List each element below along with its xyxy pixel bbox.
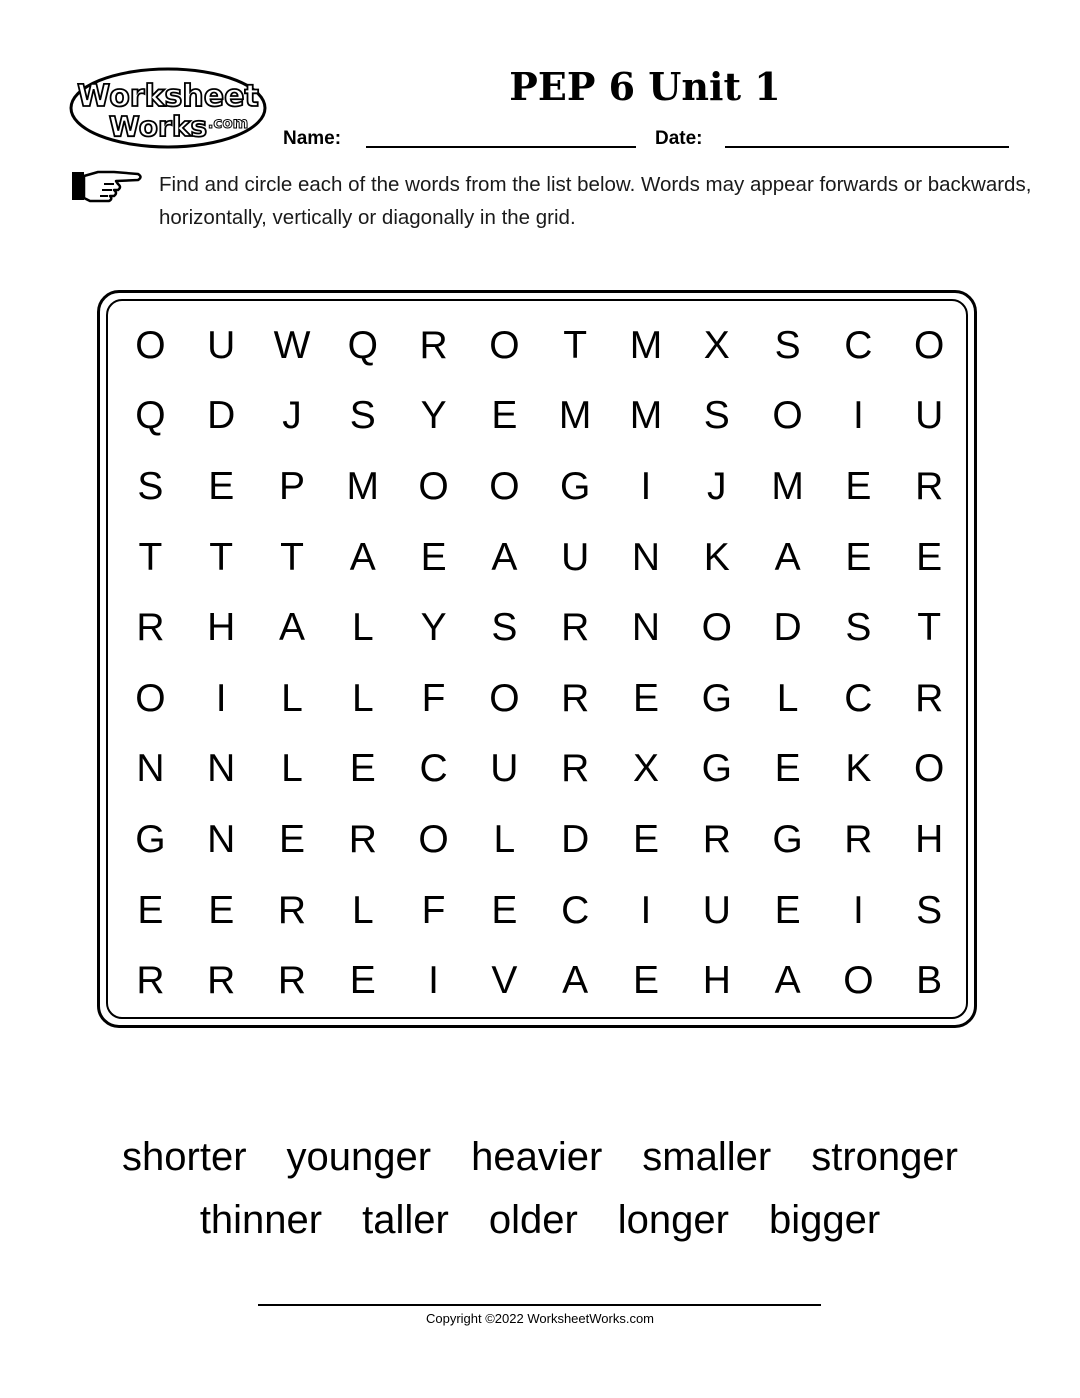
grid-letter[interactable]: A [774,535,801,579]
grid-letter[interactable]: U [702,888,731,932]
grid-letter[interactable]: A [349,535,376,579]
grid-letter[interactable]: L [351,676,374,720]
grid-letter[interactable]: F [421,676,446,720]
grid-letter[interactable]: E [420,535,447,579]
grid-letter[interactable]: E [491,394,518,438]
grid-letter[interactable]: S [845,606,872,650]
grid-letter[interactable]: E [632,676,659,720]
grid-letter[interactable]: R [561,747,590,791]
grid-letter[interactable]: E [137,888,164,932]
grid-letter[interactable]: I [428,959,439,1003]
word-list-item: younger [286,1135,432,1179]
grid-letter[interactable]: G [701,747,732,791]
pointing-hand-icon [70,166,144,204]
grid-letter[interactable]: M [346,464,380,508]
grid-letter[interactable]: D [773,606,802,650]
grid-letter[interactable]: I [640,888,652,932]
grid-letter[interactable]: E [774,747,801,791]
grid-letter[interactable]: A [562,959,589,1003]
grid-letter[interactable]: U [561,535,590,579]
grid-letter[interactable]: R [419,323,448,367]
grid-letter[interactable]: I [215,676,227,720]
grid-letter[interactable]: S [491,606,518,650]
grid-letter[interactable]: R [348,817,377,861]
grid-letter[interactable]: E [208,464,235,508]
grid-letter[interactable]: Y [420,394,447,438]
grid-letter[interactable]: R [915,676,944,720]
grid-letter[interactable]: J [282,394,302,438]
grid-letter[interactable]: R [136,606,165,650]
grid-letter[interactable]: O [913,747,945,791]
grid-letter[interactable]: U [207,323,236,367]
grid-letter[interactable]: R [561,606,590,650]
grid-letter[interactable]: O [913,323,945,367]
grid-letter[interactable]: O [701,606,732,650]
grid-letter[interactable]: O [772,394,803,438]
grid-letter[interactable]: O [135,323,166,367]
grid-letter[interactable]: G [135,817,166,861]
name-label: Name: [283,128,342,149]
grid-letter[interactable]: C [561,888,590,932]
instructions-text: Find and circle each of the words from the list below. Words may appear forwards or backwards, horizontally, vertically or diagonally in the grid. [159,173,1032,229]
grid-letter[interactable]: E [278,817,305,861]
grid-letter[interactable]: N [136,747,165,791]
grid-letter[interactable]: F [421,888,446,932]
grid-letter[interactable]: D [207,394,236,438]
grid-letter[interactable]: S [774,323,801,367]
grid-letter[interactable]: N [631,606,661,650]
grid-letter[interactable]: H [915,817,944,861]
grid-letter[interactable]: X [632,747,659,791]
grid-letter[interactable]: L [281,747,303,791]
word-list-item: bigger [768,1198,881,1242]
grid-letter[interactable]: U [490,747,519,791]
grid-letter[interactable]: R [561,676,590,720]
grid-letter[interactable]: Q [347,323,378,367]
grid-letter[interactable]: W [273,323,311,367]
grid-letter[interactable]: K [845,747,872,791]
grid-letter[interactable]: R [277,959,307,1003]
grid-letter[interactable]: G [701,676,732,720]
grid-letter[interactable]: S [703,394,730,438]
grid-letter[interactable]: T [563,323,588,367]
page-title: PEP 6 Unit 1 [509,64,781,109]
grid-letter[interactable]: J [707,464,727,508]
grid-letter[interactable]: H [207,606,236,650]
word-list-row-2 [0,1200,1080,1240]
worksheetworks-logo [68,66,268,150]
grid-letter[interactable]: R [915,464,944,508]
grid-letter[interactable]: O [418,464,449,508]
grid-letter[interactable]: I [852,394,864,438]
grid-letter[interactable]: C [419,747,448,791]
date-label: Date: [655,128,703,149]
grid-letter[interactable]: E [208,888,235,932]
word-list-item: stronger [811,1135,958,1179]
date-field[interactable] [725,146,1009,148]
grid-letter[interactable]: A [774,959,801,1003]
grid-letter[interactable]: I [640,464,652,508]
grid-letter[interactable]: A [491,535,518,579]
grid-letter[interactable]: M [771,464,804,508]
grid-letter[interactable]: X [703,323,730,367]
grid-letter[interactable]: L [351,606,374,650]
grid-letter[interactable]: R [277,888,307,932]
grid-letter[interactable]: E [845,535,872,579]
svg-text:Worksheet: Worksheet [77,79,259,114]
grid-letter[interactable]: T [917,606,942,650]
grid-letter[interactable]: E [349,747,376,791]
grid-letter[interactable]: E [916,535,943,579]
word-list-item: shorter [122,1135,247,1179]
grid-letter[interactable]: T [209,535,234,579]
grid-letter[interactable]: S [349,394,376,438]
grid-letter[interactable]: N [207,817,236,861]
grid-letter[interactable]: M [629,394,663,438]
grid-letter[interactable]: K [703,535,730,579]
grid-letter[interactable]: O [489,323,520,367]
grid-letter[interactable]: E [774,888,801,932]
grid-letter[interactable]: M [558,394,592,438]
grid-letter[interactable]: E [845,464,872,508]
grid-letter[interactable]: L [281,676,303,720]
grid-letter[interactable]: R [207,959,236,1003]
grid-letter[interactable]: G [772,817,803,861]
grid-letter[interactable]: O [843,959,874,1003]
grid-letter[interactable]: E [349,959,376,1003]
footer-divider [258,1304,821,1306]
svg-text:Works: Works [108,110,208,143]
grid-letter[interactable]: D [561,817,590,861]
grid-letter[interactable]: E [491,888,518,932]
word-list-item: thinner [199,1198,323,1242]
grid-letter[interactable]: U [915,394,944,438]
grid-letter[interactable]: O [489,676,520,720]
grid-letter[interactable]: O [418,817,449,861]
grid-letter[interactable]: S [916,888,943,932]
word-list-item: smaller [642,1135,772,1179]
grid-letter[interactable]: I [852,888,864,932]
svg-text:.com: .com [207,114,249,132]
grid-letter[interactable]: C [844,676,873,720]
grid-letter[interactable]: R [136,959,165,1003]
word-list-item: heavier [471,1135,603,1179]
grid-letter[interactable]: P [278,464,305,508]
grid-letter[interactable]: C [844,323,873,367]
grid-letter[interactable]: M [629,323,663,367]
grid-letter[interactable]: B [916,959,943,1003]
grid-letter[interactable]: N [631,535,661,579]
letter-grid [115,310,965,1016]
word-list-item: older [488,1198,578,1242]
grid-letter[interactable]: R [844,817,873,861]
word-list-item: taller [362,1198,449,1242]
grid-letter[interactable]: E [632,959,659,1003]
grid-letter[interactable]: H [702,959,731,1003]
grid-letter[interactable]: A [278,606,305,650]
grid-letter[interactable]: S [137,464,164,508]
grid-letter[interactable]: L [776,676,799,720]
name-field[interactable] [366,146,636,148]
grid-letter[interactable]: T [138,535,163,579]
grid-letter[interactable]: L [493,817,516,861]
grid-letter[interactable]: Y [420,606,447,650]
grid-letter[interactable]: Q [135,394,166,438]
grid-letter[interactable]: G [560,464,591,508]
grid-letter[interactable]: O [135,676,166,720]
word-list-item: longer [617,1198,729,1242]
word-list-row-1 [0,1137,1080,1177]
grid-letter[interactable]: O [489,464,520,508]
grid-letter[interactable]: E [632,817,659,861]
grid-letter[interactable]: L [351,888,374,932]
grid-letter[interactable]: R [702,817,731,861]
grid-letter[interactable]: T [280,535,304,579]
grid-letter[interactable]: V [491,959,518,1003]
grid-letter[interactable]: N [207,747,236,791]
copyright-text: Copyright ©2022 WorksheetWorks.com [425,1311,655,1326]
